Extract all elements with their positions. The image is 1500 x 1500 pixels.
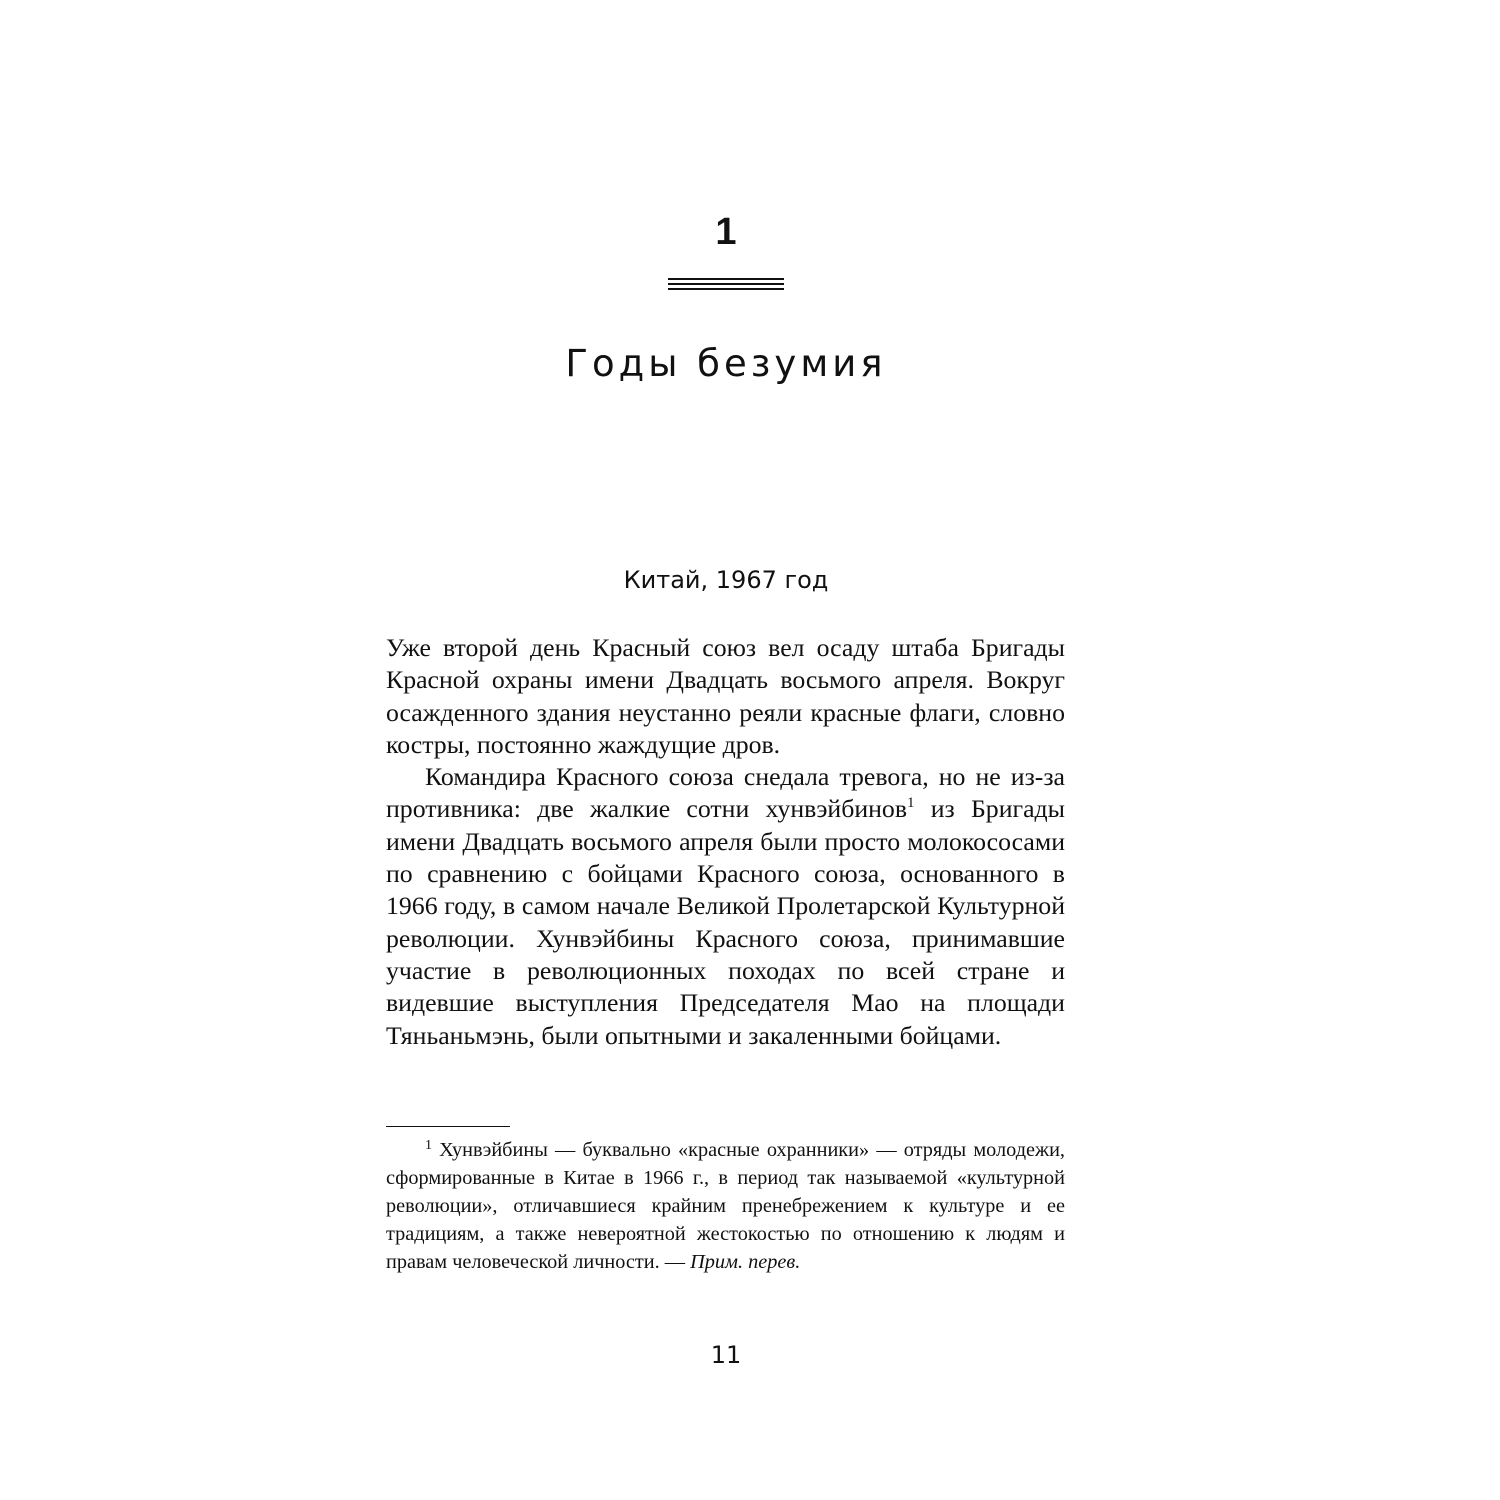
paragraph: [386, 761, 1065, 1052]
chapter-number: 1: [715, 211, 737, 253]
ornament-line: [668, 283, 784, 285]
paragraph-text: Командира Красного союза снедала тревога, но не из-за противника: две жалкие сотни хунвэйбинов: [386, 762, 1065, 824]
page-number: 11: [710, 1341, 742, 1369]
place-date-heading: Китай, 1967 год: [623, 566, 829, 594]
chapter-ornament: [668, 278, 784, 294]
ornament-line: [668, 288, 784, 290]
ornament-line: [668, 278, 784, 280]
footnote-text: Хунвэйбины — буквально «красные охранники» — отряды молодежи, сформированные в Китае в 1966 г., в период так называемой «культурной революции», отличавшиеся крайним пренебрежением к культуре и ее традициям, а также невероятной жестокостью по отношению к людям и правам человеческой личности. —: [386, 1139, 1065, 1273]
footnote-reference: 1: [907, 795, 915, 812]
footnote-marker: 1: [425, 1138, 432, 1153]
body-text: [386, 632, 1065, 1052]
footnote-attribution: Прим. перев.: [690, 1251, 801, 1273]
paragraph: Уже второй день Красный союз вел осаду штаба Бригады Красной охраны имени Двадцать восьмого апреля. Вокруг осажденного здания неустанно реяли красные флаги, словно костры, постоянно жаждущие дров.: [386, 633, 1065, 759]
footnote: [386, 1136, 1065, 1276]
paragraph-text: из Бригады имени Двадцать восьмого апреля были просто молокососами по сравнению с бойцами Красного союза, основанного в 1966 году, в самом начале Великой Пролетарской Культурной революции. Хунвэйбины Красного союза, принимавшие участие в революционных походах по всей стране и видевшие выступления Председателя Мао на площади Тяньаньмэнь, были опытными и закаленными бойцами.: [386, 794, 1065, 1050]
chapter-title: Годы безумия: [565, 342, 887, 385]
footnote-divider: [386, 1126, 510, 1127]
